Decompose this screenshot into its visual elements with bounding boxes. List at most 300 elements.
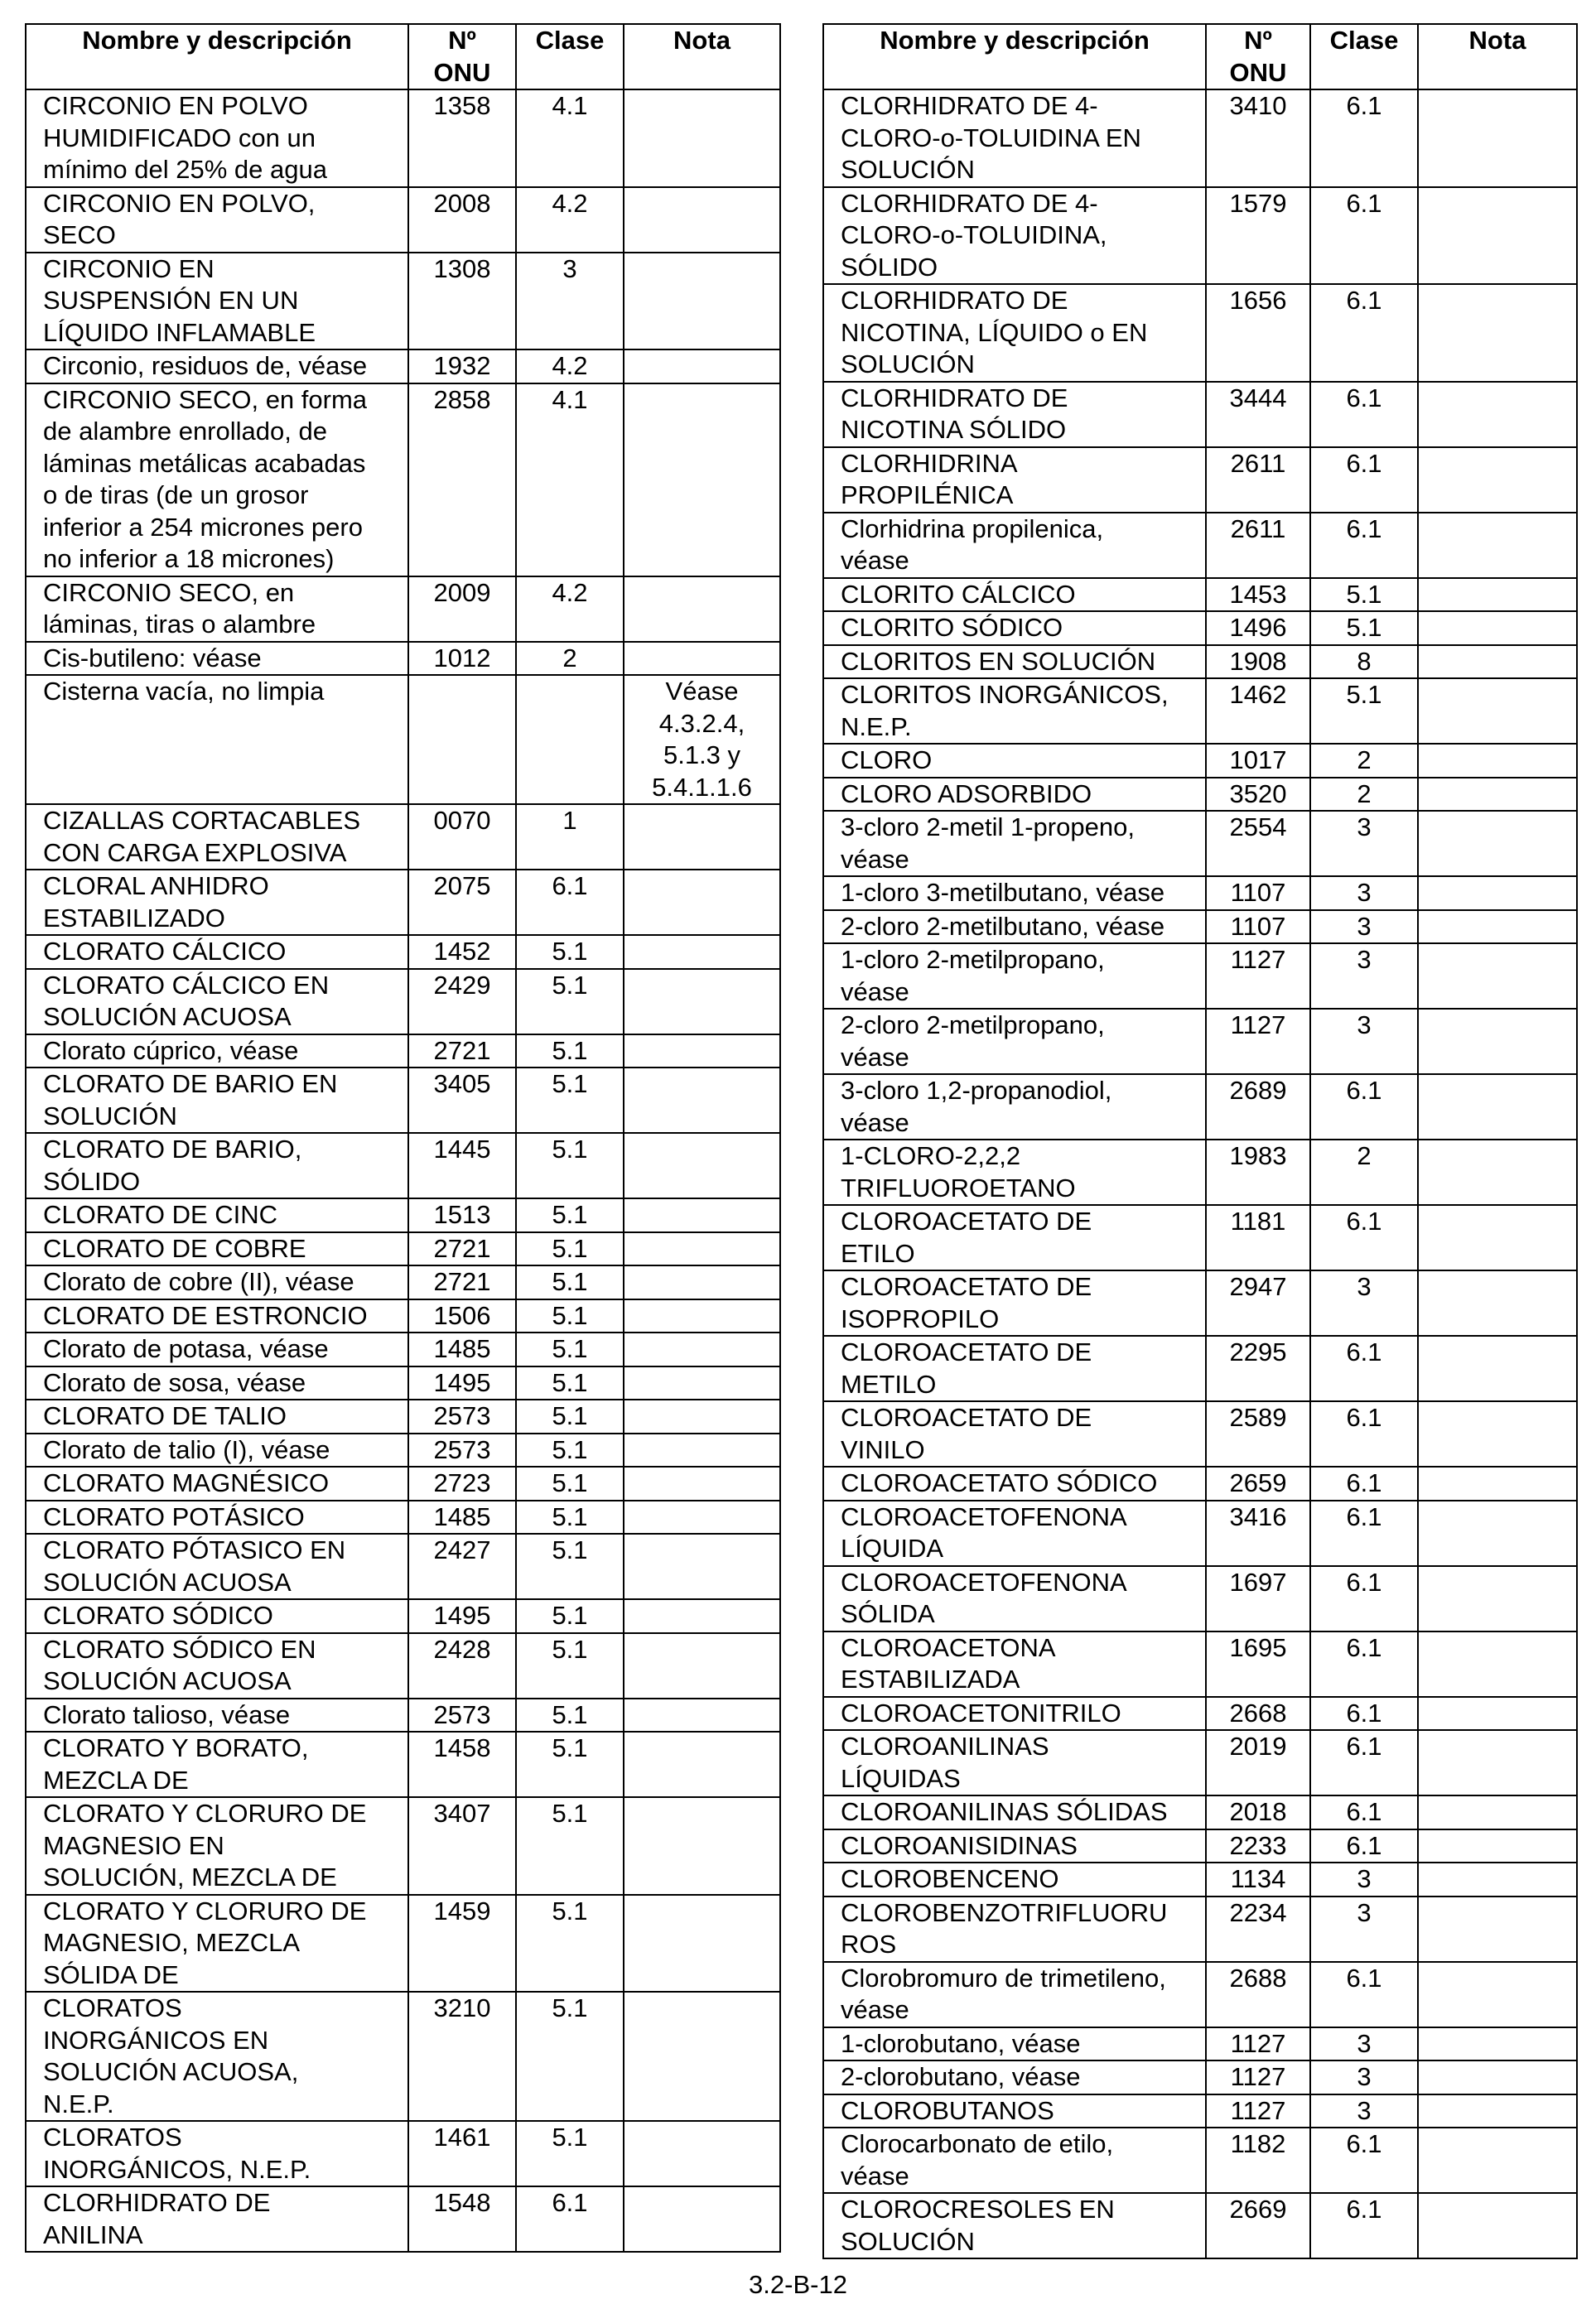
cell-name xyxy=(823,2128,1206,2193)
cell-text: CLORITOS INORGÁNICOS, N.E.P. xyxy=(841,680,1169,741)
cell-text: 6.1 xyxy=(1346,1337,1382,1366)
cell-text: 5.1 xyxy=(552,2123,588,2152)
header-onu: Nº ONU xyxy=(408,24,516,89)
cell-name xyxy=(26,1895,408,1993)
cell-name xyxy=(26,187,408,253)
cell-clase xyxy=(516,383,624,576)
cell-onu xyxy=(408,1633,516,1699)
cell-text: 2689 xyxy=(1229,1076,1287,1105)
cell-name xyxy=(26,1467,408,1501)
cell-clase xyxy=(1310,1336,1418,1401)
cell-text: 5.1 xyxy=(552,1634,588,1664)
cell-clase xyxy=(1310,447,1418,513)
cell-text: 2234 xyxy=(1229,1897,1287,1927)
cell-onu xyxy=(408,1232,516,1266)
cell-onu xyxy=(1206,578,1310,612)
table-row xyxy=(823,2128,1577,2193)
cell-name xyxy=(26,2186,408,2252)
cell-text: CLOROACETATO DE ISOPROPILO xyxy=(841,1272,1092,1333)
cell-text: Véase 4.3.2.4, 5.1.3 y 5.4.1.1.6 xyxy=(652,677,752,802)
cell-text: 6.1 xyxy=(1346,448,1382,478)
cell-text: 2688 xyxy=(1229,1963,1287,1993)
cell-nota xyxy=(624,870,780,935)
cell-onu xyxy=(1206,1897,1310,1962)
cell-text: 3 xyxy=(1357,2062,1372,2091)
cell-nota xyxy=(1418,678,1577,744)
cell-nota xyxy=(1418,382,1577,447)
cell-text: 6.1 xyxy=(552,2188,588,2217)
cell-text: CLOROACETONA ESTABILIZADA xyxy=(841,1632,1056,1694)
cell-clase xyxy=(1310,578,1418,612)
cell-text: 2668 xyxy=(1229,1698,1287,1728)
cell-text: 3407 xyxy=(433,1799,491,1828)
cell-text: 2233 xyxy=(1229,1830,1287,1860)
cell-name xyxy=(823,513,1206,578)
left-table xyxy=(25,23,781,2253)
cell-clase xyxy=(1310,187,1418,285)
header-name: Nombre y descripción xyxy=(823,24,1206,89)
cell-nota xyxy=(624,1232,780,1266)
cell-text: CLORITO SÓDICO xyxy=(841,613,1063,642)
cell-text: 5.1 xyxy=(552,1367,588,1397)
cell-clase xyxy=(1310,778,1418,812)
cell-text: 1127 xyxy=(1230,2028,1286,2058)
cell-text: 2947 xyxy=(1229,1272,1287,1301)
cell-clase xyxy=(1310,1962,1418,2027)
cell-text: 6.1 xyxy=(1346,2195,1382,2224)
table-row xyxy=(823,1863,1577,1897)
cell-onu xyxy=(1206,513,1310,578)
cell-nota xyxy=(624,1633,780,1699)
cell-nota xyxy=(1418,1829,1577,1863)
cell-text: CLOROACETATO DE ETILO xyxy=(841,1207,1092,1268)
cell-text: 1017 xyxy=(1229,745,1287,774)
cell-name xyxy=(26,1992,408,2121)
table-row xyxy=(823,513,1577,578)
cell-text: 6.1 xyxy=(1346,1076,1382,1105)
cell-clase xyxy=(1310,1863,1418,1897)
cell-text: 2075 xyxy=(433,871,491,900)
cell-text: 2554 xyxy=(1229,812,1287,841)
cell-onu xyxy=(1206,382,1310,447)
cell-clase xyxy=(1310,1501,1418,1566)
cell-text: 1107 xyxy=(1230,911,1286,941)
table-row xyxy=(26,642,780,676)
cell-text: CLORAL ANHIDRO ESTABILIZADO xyxy=(43,871,269,933)
cell-text: 1-CLORO-2,2,2 TRIFLUOROETANO xyxy=(841,1141,1076,1203)
cell-text: 5.1 xyxy=(552,1993,588,2022)
cell-nota xyxy=(1418,645,1577,679)
table-row xyxy=(823,876,1577,910)
cell-onu xyxy=(408,1068,516,1133)
cell-text: 5.1 xyxy=(552,1267,588,1296)
cell-nota xyxy=(624,1699,780,1733)
cell-nota xyxy=(1418,1631,1577,1697)
cell-nota xyxy=(1418,1467,1577,1501)
cell-name xyxy=(26,642,408,676)
cell-text: CLORHIDRATO DE 4- CLORO-o-TOLUIDINA EN SOLUCIÓN xyxy=(841,91,1141,184)
cell-name xyxy=(26,1232,408,1266)
cell-clase xyxy=(1310,2094,1418,2128)
cell-text: 2669 xyxy=(1229,2195,1287,2224)
cell-text: Cisterna vacía, no limpia xyxy=(43,677,325,706)
cell-nota xyxy=(624,1434,780,1468)
cell-text: Clorato de potasa, véase xyxy=(43,1334,329,1363)
cell-nota xyxy=(1418,447,1577,513)
cell-text: Clorato de talio (I), véase xyxy=(43,1434,330,1464)
cell-onu xyxy=(1206,1270,1310,1336)
table-row xyxy=(26,253,780,350)
cell-clase xyxy=(516,1599,624,1633)
cell-text: CIRCONIO EN POLVO HUMIDIFICADO con un mínimo del 25% de agua xyxy=(43,91,327,184)
cell-nota xyxy=(1418,1962,1577,2027)
cell-name xyxy=(823,943,1206,1009)
cell-text: 1656 xyxy=(1229,286,1287,315)
cell-text: 1182 xyxy=(1230,2129,1286,2158)
cell-text: CLORATOS INORGÁNICOS EN SOLUCIÓN ACUOSA, N.E.P. xyxy=(43,1993,299,2118)
cell-clase xyxy=(1310,1566,1418,1631)
cell-onu xyxy=(408,187,516,253)
cell-text: 1453 xyxy=(1229,579,1287,609)
cell-name xyxy=(26,2121,408,2186)
cell-nota xyxy=(1418,2094,1577,2128)
cell-nota xyxy=(1418,1205,1577,1270)
cell-nota xyxy=(624,642,780,676)
cell-onu xyxy=(1206,1863,1310,1897)
cell-clase xyxy=(516,804,624,870)
cell-text: 2573 xyxy=(433,1699,491,1729)
cell-nota xyxy=(624,1068,780,1133)
cell-text: 3 xyxy=(1357,1272,1372,1301)
cell-name xyxy=(26,1501,408,1535)
cell-text: 5.1 xyxy=(552,1896,588,1925)
cell-text: 1-cloro 2-metilpropano, véase xyxy=(841,945,1105,1006)
table-row xyxy=(823,1074,1577,1140)
table-row xyxy=(26,1633,780,1699)
table-row xyxy=(823,645,1577,679)
table-row xyxy=(26,1732,780,1797)
cell-text: CLORATO DE BARIO EN SOLUCIÓN xyxy=(43,1069,338,1130)
cell-nota xyxy=(624,1599,780,1633)
cell-onu xyxy=(408,1699,516,1733)
cell-onu xyxy=(408,1400,516,1434)
cell-onu xyxy=(408,1501,516,1535)
cell-nota xyxy=(624,253,780,350)
cell-onu xyxy=(1206,2193,1310,2258)
cell-text: 1127 xyxy=(1230,945,1286,974)
table-row xyxy=(823,1009,1577,1074)
table-header-row xyxy=(823,24,1577,89)
cell-onu xyxy=(1206,2060,1310,2094)
cell-text: 2018 xyxy=(1229,1797,1287,1826)
table-row xyxy=(26,1333,780,1366)
cell-text: 2611 xyxy=(1230,513,1286,543)
cell-nota xyxy=(624,675,780,804)
cell-text: 5.1 xyxy=(552,1699,588,1729)
cell-text: CLORATO SÓDICO xyxy=(43,1601,273,1630)
cell-text: 1127 xyxy=(1230,2095,1286,2125)
cell-name xyxy=(823,89,1206,187)
cell-onu xyxy=(408,935,516,969)
table-row xyxy=(823,1501,1577,1566)
cell-clase xyxy=(516,1333,624,1366)
cell-text: 5.1 xyxy=(552,1233,588,1263)
cell-text: 6.1 xyxy=(1346,1468,1382,1497)
cell-onu xyxy=(408,870,516,935)
cell-onu xyxy=(1206,1566,1310,1631)
cell-text: 3-cloro 1,2-propanodiol, véase xyxy=(841,1076,1112,1137)
table-row xyxy=(26,1699,780,1733)
cell-text: 6.1 xyxy=(1346,286,1382,315)
cell-clase xyxy=(1310,744,1418,778)
cell-name xyxy=(26,1797,408,1895)
cell-text: 4.2 xyxy=(552,188,588,218)
cell-text: 3 xyxy=(1357,1897,1372,1927)
cell-text: Clorato de sosa, véase xyxy=(43,1367,306,1397)
cell-text: CLORHIDRATO DE ANILINA xyxy=(43,2188,271,2249)
cell-onu xyxy=(1206,2027,1310,2061)
cell-text: CLOROACETOFENONA LÍQUIDA xyxy=(841,1501,1127,1563)
cell-name xyxy=(26,935,408,969)
cell-text: Cis-butileno: véase xyxy=(43,643,262,672)
cell-text: 1579 xyxy=(1229,188,1287,218)
cell-name xyxy=(823,2094,1206,2128)
table-row xyxy=(26,187,780,253)
cell-text: 1513 xyxy=(433,1200,491,1229)
cell-nota xyxy=(1418,876,1577,910)
cell-text: 5.1 xyxy=(552,1535,588,1564)
cell-text: 2428 xyxy=(433,1634,491,1664)
right-table-body xyxy=(823,89,1577,2258)
cell-name xyxy=(823,744,1206,778)
cell-text: Clorato de cobre (II), véase xyxy=(43,1267,354,1296)
cell-clase xyxy=(516,1797,624,1895)
cell-text: 1-clorobutano, véase xyxy=(841,2028,1081,2058)
cell-nota xyxy=(624,1265,780,1299)
table-row xyxy=(26,1400,780,1434)
cell-text: 2721 xyxy=(433,1035,491,1065)
cell-text: 5.1 xyxy=(1346,680,1382,709)
cell-nota xyxy=(624,576,780,642)
cell-onu xyxy=(408,1467,516,1501)
cell-text: CLOROANISIDINAS xyxy=(841,1830,1078,1860)
table-row xyxy=(26,935,780,969)
cell-text: 2589 xyxy=(1229,1403,1287,1432)
cell-nota xyxy=(1418,2060,1577,2094)
table-row xyxy=(823,678,1577,744)
cell-onu xyxy=(1206,1730,1310,1795)
cell-text: 1932 xyxy=(433,351,491,380)
cell-text: CLOROBENZOTRIFLUORU ROS xyxy=(841,1897,1168,1959)
cell-name xyxy=(823,811,1206,876)
cell-onu xyxy=(408,1366,516,1400)
table-row xyxy=(823,1140,1577,1205)
cell-onu xyxy=(408,1333,516,1366)
cell-text: CLOROACETATO DE METILO xyxy=(841,1337,1092,1399)
cell-text: CLOROBENCENO xyxy=(841,1864,1059,1893)
table-row xyxy=(823,1631,1577,1697)
cell-text: 1452 xyxy=(433,937,491,966)
cell-nota xyxy=(624,1198,780,1232)
cell-text: 5.1 xyxy=(552,1434,588,1464)
cell-name xyxy=(26,89,408,187)
cell-text: Circonio, residuos de, véase xyxy=(43,351,368,380)
cell-text: 1495 xyxy=(433,1601,491,1630)
cell-onu xyxy=(1206,1631,1310,1697)
cell-nota xyxy=(624,1467,780,1501)
cell-onu xyxy=(408,2186,516,2252)
cell-text: 5.1 xyxy=(552,937,588,966)
cell-text: 3 xyxy=(1357,2028,1372,2058)
cell-nota xyxy=(1418,578,1577,612)
cell-text: CLORATO CÁLCICO EN SOLUCIÓN ACUOSA xyxy=(43,970,330,1031)
cell-text: 6.1 xyxy=(1346,188,1382,218)
cell-text: 6.1 xyxy=(1346,1698,1382,1728)
cell-clase xyxy=(516,1501,624,1535)
cell-name xyxy=(26,1599,408,1633)
cell-clase xyxy=(1310,2128,1418,2193)
cell-name xyxy=(26,349,408,383)
cell-name xyxy=(823,1467,1206,1501)
cell-nota xyxy=(1418,611,1577,645)
cell-text: CIRCONIO EN SUSPENSIÓN EN UN LÍQUIDO INFLAMABLE xyxy=(43,253,316,347)
cell-name xyxy=(823,1829,1206,1863)
cell-clase xyxy=(1310,1697,1418,1731)
cell-onu xyxy=(1206,1205,1310,1270)
cell-name xyxy=(26,1699,408,1733)
cell-clase xyxy=(516,1699,624,1733)
cell-nota xyxy=(624,187,780,253)
cell-text: 6.1 xyxy=(1346,1501,1382,1531)
cell-name xyxy=(26,1333,408,1366)
cell-clase xyxy=(516,1534,624,1599)
cell-text: CLORATO DE BARIO, SÓLIDO xyxy=(43,1135,302,1196)
cell-name xyxy=(26,1299,408,1333)
cell-text: 5.1 xyxy=(552,1200,588,1229)
cell-text: 2008 xyxy=(433,188,491,218)
cell-nota xyxy=(1418,1336,1577,1401)
cell-text: 5.1 xyxy=(552,1401,588,1430)
cell-name xyxy=(26,1198,408,1232)
cell-text: 3 xyxy=(1357,1010,1372,1039)
cell-text: 2-clorobutano, véase xyxy=(841,2062,1081,2091)
cell-nota xyxy=(1418,744,1577,778)
cell-name xyxy=(823,1009,1206,1074)
cell-text: 2009 xyxy=(433,577,491,607)
cell-text: 2429 xyxy=(433,970,491,1000)
cell-name xyxy=(26,969,408,1034)
cell-text: CLORATO DE TALIO xyxy=(43,1401,287,1430)
cell-clase xyxy=(1310,876,1418,910)
cell-onu xyxy=(408,1133,516,1198)
table-row xyxy=(26,1198,780,1232)
table-row xyxy=(26,870,780,935)
cell-nota xyxy=(1418,1270,1577,1336)
cell-text: CLORHIDRATO DE NICOTINA, LÍQUIDO o EN SOLUCIÓN xyxy=(841,286,1148,378)
cell-clase xyxy=(1310,2060,1418,2094)
cell-onu xyxy=(1206,1336,1310,1401)
cell-clase xyxy=(516,2186,624,2252)
cell-name xyxy=(26,1633,408,1699)
cell-text: 2721 xyxy=(433,1233,491,1263)
cell-clase xyxy=(516,1034,624,1068)
cell-onu xyxy=(408,89,516,187)
header-onu: Nº ONU xyxy=(1206,24,1310,89)
cell-name xyxy=(26,576,408,642)
cell-clase xyxy=(1310,1140,1418,1205)
cell-text: CLORITO CÁLCICO xyxy=(841,579,1076,609)
cell-text: 5.1 xyxy=(552,1601,588,1630)
table-row xyxy=(823,1566,1577,1631)
cell-nota xyxy=(1418,513,1577,578)
cell-clase xyxy=(1310,1009,1418,1074)
cell-clase xyxy=(516,253,624,350)
cell-text: 1127 xyxy=(1230,2062,1286,2091)
header-nota: Nota xyxy=(1418,24,1577,89)
table-row xyxy=(823,2060,1577,2094)
cell-nota xyxy=(624,1133,780,1198)
table-row xyxy=(823,2193,1577,2258)
cell-name xyxy=(26,804,408,870)
table-row xyxy=(26,675,780,804)
table-row xyxy=(26,1034,780,1068)
cell-clase xyxy=(1310,910,1418,944)
cell-nota xyxy=(1418,1140,1577,1205)
table-row xyxy=(26,576,780,642)
cell-text: 2 xyxy=(562,643,577,672)
cell-name xyxy=(823,778,1206,812)
cell-text: CLORO xyxy=(841,745,933,774)
cell-clase xyxy=(1310,811,1418,876)
table-row xyxy=(26,1299,780,1333)
cell-text: CLORATO POTÁSICO xyxy=(43,1501,305,1531)
cell-clase xyxy=(1310,1401,1418,1467)
cell-name xyxy=(823,382,1206,447)
cell-text: CLORATO PÓTASICO EN SOLUCIÓN ACUOSA xyxy=(43,1535,346,1597)
table-row xyxy=(26,1895,780,1993)
cell-nota xyxy=(1418,943,1577,1009)
table-row xyxy=(26,1797,780,1895)
table-row xyxy=(26,349,780,383)
cell-clase xyxy=(516,1434,624,1468)
cell-text: Clorobromuro de trimetileno, véase xyxy=(841,1963,1166,2024)
cell-name xyxy=(26,1732,408,1797)
cell-nota xyxy=(624,1895,780,1993)
cell-text: 3416 xyxy=(1229,1501,1287,1531)
cell-name xyxy=(26,383,408,576)
cell-name xyxy=(823,1336,1206,1401)
cell-name xyxy=(823,578,1206,612)
table-row xyxy=(26,2121,780,2186)
cell-clase xyxy=(1310,1205,1418,1270)
cell-onu xyxy=(408,1265,516,1299)
cell-nota xyxy=(624,1299,780,1333)
cell-nota xyxy=(624,1992,780,2121)
cell-nota xyxy=(1418,2128,1577,2193)
table-row xyxy=(823,910,1577,944)
cell-text: CLOROACETATO SÓDICO xyxy=(841,1468,1158,1497)
cell-text: 6.1 xyxy=(1346,1732,1382,1761)
cell-onu xyxy=(408,675,516,804)
cell-text: 1445 xyxy=(433,1135,491,1164)
cell-text: Clorhidrina propilenica, véase xyxy=(841,513,1104,575)
cell-text: 6.1 xyxy=(1346,1830,1382,1860)
cell-onu xyxy=(1206,2094,1310,2128)
cell-text: 3 xyxy=(1357,2095,1372,2125)
cell-text: 6.1 xyxy=(1346,1632,1382,1662)
cell-text: 1181 xyxy=(1230,1207,1286,1236)
cell-name xyxy=(823,611,1206,645)
